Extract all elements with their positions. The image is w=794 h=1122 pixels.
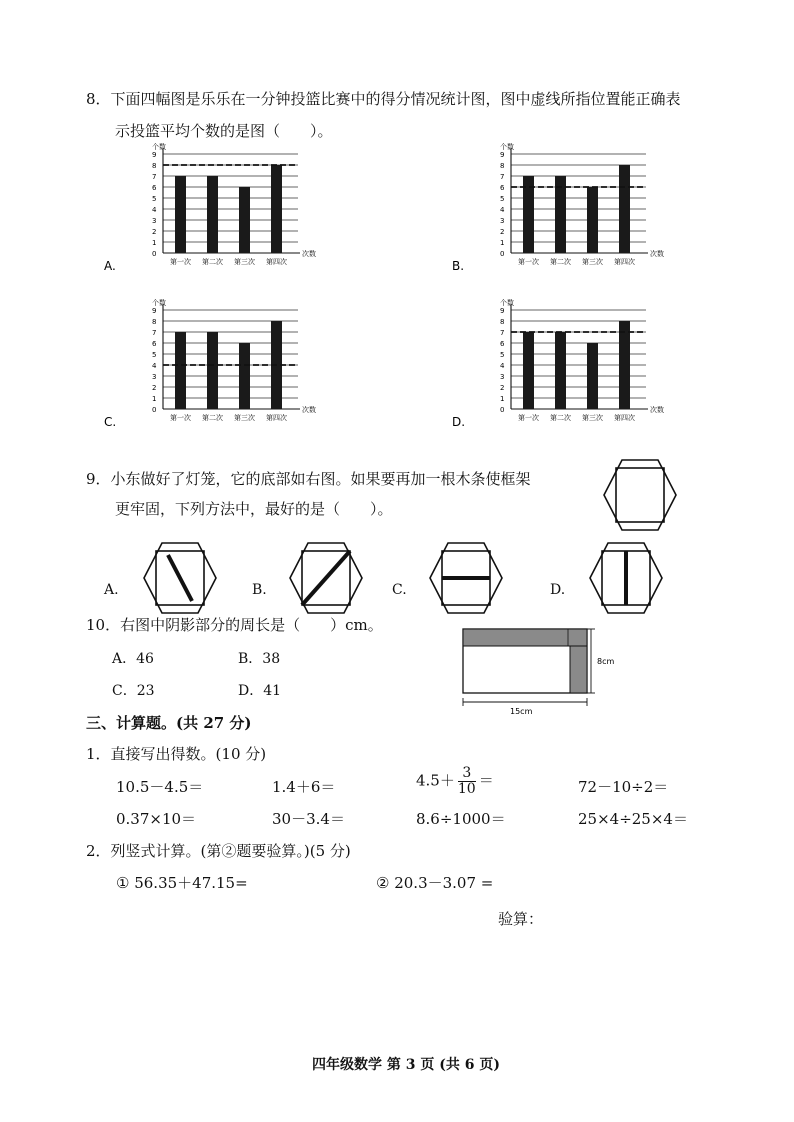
y-tick-label: 7 bbox=[152, 173, 157, 181]
x-tick-label: 第二次 bbox=[202, 414, 223, 422]
y-tick-label: 6 bbox=[500, 184, 505, 192]
y-tick-label: 8 bbox=[500, 162, 505, 170]
x-tick-label: 第一次 bbox=[518, 258, 539, 266]
q9-option-d-figure[interactable] bbox=[586, 538, 666, 618]
page-footer: 四年级数学 第 3 页 (共 6 页) bbox=[312, 1057, 500, 1073]
width-label: 15cm bbox=[510, 707, 533, 716]
bar bbox=[271, 165, 282, 253]
y-tick-label: 7 bbox=[152, 329, 157, 337]
y-tick-label: 1 bbox=[152, 239, 157, 247]
y-tick-label: 3 bbox=[500, 373, 505, 381]
y-tick-label: 5 bbox=[500, 195, 505, 203]
y-tick-label: 2 bbox=[152, 228, 157, 236]
chart-option-label: B. bbox=[452, 259, 465, 273]
fraction-denominator: 10 bbox=[457, 781, 476, 797]
x-tick-label: 第二次 bbox=[550, 414, 571, 422]
y-tick-label: 7 bbox=[500, 329, 505, 337]
q9-option-c-label: C. bbox=[392, 582, 407, 598]
x-tick-label: 第三次 bbox=[582, 414, 603, 422]
lantern-base-figure bbox=[600, 455, 680, 535]
y-tick-label: 5 bbox=[152, 351, 157, 359]
chart-a bbox=[100, 140, 340, 275]
calc1-title: 1．直接写出得数。(10 分) bbox=[86, 745, 267, 763]
calc1-expr-4: 72－10÷2＝ bbox=[578, 778, 669, 796]
y-tick-label: 5 bbox=[500, 351, 505, 359]
x-tick-label: 第三次 bbox=[582, 258, 603, 266]
x-tick-label: 第四次 bbox=[614, 414, 635, 422]
y-tick-label: 1 bbox=[500, 239, 505, 247]
calc1-expr-1: 10.5－4.5＝ bbox=[116, 778, 204, 796]
x-tick-label: 第四次 bbox=[266, 258, 287, 266]
x-tick-label: 第一次 bbox=[170, 258, 191, 266]
chart-option-label: C. bbox=[104, 415, 117, 429]
calc2-item-1: ① 56.35＋47.15= bbox=[116, 874, 248, 892]
y-tick-label: 1 bbox=[152, 395, 157, 403]
x-tick-label: 第三次 bbox=[234, 414, 255, 422]
calc1-expr-5: 0.37×10＝ bbox=[116, 810, 197, 828]
calc1-expr-7: 8.6÷1000＝ bbox=[416, 810, 506, 828]
calc2-item-2: ② 20.3－3.07 = bbox=[376, 874, 494, 892]
q9-option-b-figure[interactable] bbox=[286, 538, 366, 618]
calc1-expr-6: 30－3.4＝ bbox=[272, 810, 345, 828]
q10-option-b[interactable]: B．38 bbox=[238, 651, 281, 667]
bar bbox=[239, 187, 250, 253]
x-tick-label: 第四次 bbox=[614, 258, 635, 266]
x-tick-label: 第四次 bbox=[266, 414, 287, 422]
y-axis-label: 个数 bbox=[500, 299, 514, 307]
fraction-numerator: 3 bbox=[458, 766, 476, 782]
bar bbox=[175, 332, 186, 409]
q10-option-d[interactable]: D．41 bbox=[238, 683, 282, 699]
y-tick-label: 2 bbox=[500, 384, 505, 392]
y-tick-label: 2 bbox=[152, 384, 157, 392]
x-tick-label: 第二次 bbox=[202, 258, 223, 266]
y-tick-label: 0 bbox=[152, 406, 157, 414]
y-tick-label: 3 bbox=[152, 373, 157, 381]
y-tick-label: 7 bbox=[500, 173, 505, 181]
x-tick-label: 第一次 bbox=[518, 414, 539, 422]
calc1-expr-3 bbox=[416, 766, 494, 797]
q10-question: 10．右图中阴影部分的周长是（ ）cm。 bbox=[86, 616, 383, 634]
q10-option-c[interactable]: C．23 bbox=[112, 683, 155, 699]
bar bbox=[587, 343, 598, 409]
q9-option-d-label: D. bbox=[550, 582, 566, 598]
y-tick-label: 3 bbox=[500, 217, 505, 225]
chart-option-label: A. bbox=[104, 259, 116, 273]
y-tick-label: 9 bbox=[500, 151, 505, 159]
x-tick-label: 第一次 bbox=[170, 414, 191, 422]
x-axis-label: 次数 bbox=[302, 250, 316, 258]
q9-option-b-label: B. bbox=[252, 582, 267, 598]
y-tick-label: 8 bbox=[500, 318, 505, 326]
bar bbox=[555, 332, 566, 409]
y-tick-label: 9 bbox=[500, 307, 505, 315]
bar bbox=[523, 332, 534, 409]
bar bbox=[239, 343, 250, 409]
q9-option-c-figure[interactable] bbox=[426, 538, 506, 618]
calc1-expr-8: 25×4÷25×4＝ bbox=[578, 810, 688, 828]
chart-c bbox=[100, 296, 340, 431]
expr-3-left: 4.5＋ bbox=[416, 771, 455, 790]
calc2-check-label: 验算： bbox=[498, 910, 544, 928]
y-tick-label: 0 bbox=[500, 250, 505, 258]
y-tick-label: 6 bbox=[152, 340, 157, 348]
y-tick-label: 6 bbox=[500, 340, 505, 348]
fraction bbox=[458, 766, 476, 797]
x-tick-label: 第二次 bbox=[550, 258, 571, 266]
y-tick-label: 4 bbox=[152, 206, 157, 214]
x-tick-label: 第三次 bbox=[234, 258, 255, 266]
q8-line1: 8．下面四幅图是乐乐在一分钟投篮比赛中的得分情况统计图，图中虚线所指位置能正确表 bbox=[86, 90, 681, 108]
y-tick-label: 4 bbox=[500, 206, 505, 214]
y-tick-label: 3 bbox=[152, 217, 157, 225]
section3-title: 三、计算题。(共 27 分) bbox=[86, 714, 252, 732]
q10-option-a[interactable]: A．46 bbox=[112, 651, 154, 667]
y-tick-label: 8 bbox=[152, 318, 157, 326]
y-tick-label: 9 bbox=[152, 151, 157, 159]
y-axis-label: 个数 bbox=[152, 299, 166, 307]
y-tick-label: 8 bbox=[152, 162, 157, 170]
x-axis-label: 次数 bbox=[650, 250, 664, 258]
bar bbox=[619, 321, 630, 409]
x-axis-label: 次数 bbox=[302, 406, 316, 414]
y-tick-label: 9 bbox=[152, 307, 157, 315]
chart-option-label: D. bbox=[452, 415, 466, 429]
bar bbox=[175, 176, 186, 253]
q8-line2: 示投篮平均个数的是图（ ）。 bbox=[115, 122, 333, 140]
x-axis-label: 次数 bbox=[650, 406, 664, 414]
bar bbox=[207, 332, 218, 409]
y-tick-label: 0 bbox=[500, 406, 505, 414]
bar bbox=[207, 176, 218, 253]
bar bbox=[587, 187, 598, 253]
y-tick-label: 1 bbox=[500, 395, 505, 403]
y-axis-label: 个数 bbox=[152, 143, 166, 151]
calc2-title: 2．列竖式计算。(第②题要验算。)(5 分) bbox=[86, 842, 351, 860]
height-label: 8cm bbox=[597, 657, 615, 666]
calc1-expr-2: 1.4＋6＝ bbox=[272, 778, 336, 796]
y-tick-label: 4 bbox=[500, 362, 505, 370]
bar bbox=[619, 165, 630, 253]
q10-rectangle-figure bbox=[455, 622, 625, 716]
y-tick-label: 5 bbox=[152, 195, 157, 203]
y-tick-label: 4 bbox=[152, 362, 157, 370]
chart-d bbox=[448, 296, 688, 431]
y-tick-label: 2 bbox=[500, 228, 505, 236]
y-tick-label: 6 bbox=[152, 184, 157, 192]
q9-line1: 9．小东做好了灯笼，它的底部如右图。如果要再加一根木条使框架 bbox=[86, 470, 531, 488]
q9-option-a-label: A. bbox=[104, 582, 119, 598]
q9-option-a-figure[interactable] bbox=[140, 538, 220, 618]
q9-line2: 更牢固，下列方法中，最好的是（ ）。 bbox=[115, 500, 393, 518]
y-tick-label: 0 bbox=[152, 250, 157, 258]
expr-3-equals: ＝ bbox=[478, 771, 494, 790]
chart-b bbox=[448, 140, 688, 275]
y-axis-label: 个数 bbox=[500, 143, 514, 151]
